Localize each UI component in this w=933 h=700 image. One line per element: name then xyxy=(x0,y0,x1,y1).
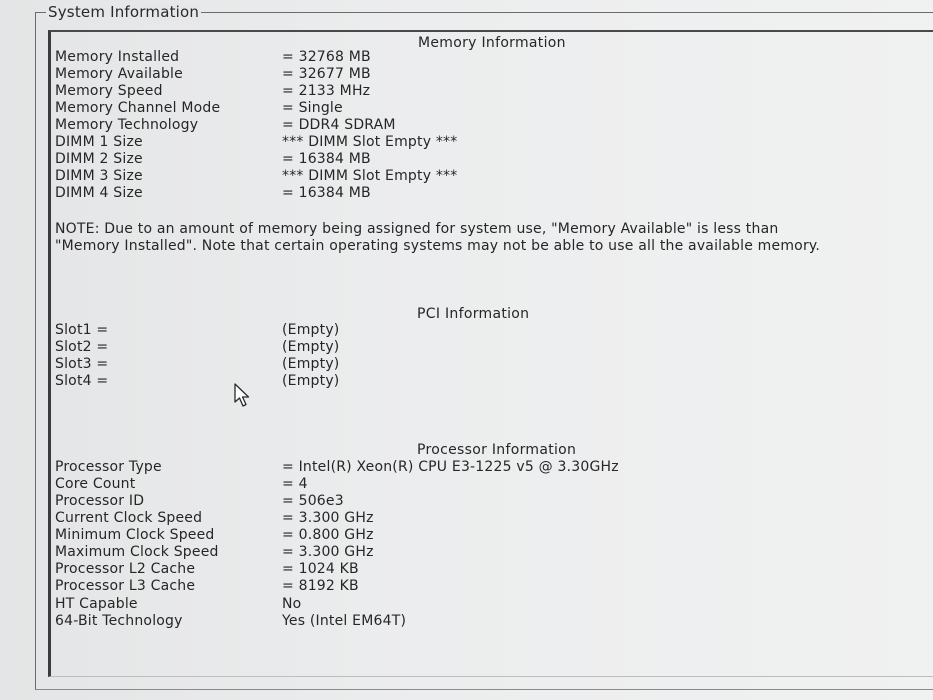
processor-type-label: Processor Type xyxy=(55,459,162,475)
memory-channel-mode-label: Memory Channel Mode xyxy=(55,100,221,116)
memory-channel-mode-value: = Single xyxy=(282,100,343,116)
slot4-value: (Empty) xyxy=(282,373,340,389)
current-clock-speed-value: = 3.300 GHz xyxy=(282,510,374,526)
slot3-label: Slot3 = xyxy=(55,356,109,372)
64bit-technology-label: 64-Bit Technology xyxy=(55,613,183,629)
memory-speed-label: Memory Speed xyxy=(55,83,163,99)
memory-available-label: Memory Available xyxy=(55,66,183,82)
ht-capable-value: No xyxy=(282,596,302,612)
group-title: System Information xyxy=(48,3,200,21)
memory-available-value: = 32677 MB xyxy=(282,66,371,82)
memory-speed-value: = 2133 MHz xyxy=(282,83,371,99)
64bit-technology-value: Yes (Intel EM64T) xyxy=(282,613,407,629)
processor-type-value: = Intel(R) Xeon(R) CPU E3-1225 v5 @ 3.30GHz xyxy=(282,459,619,475)
current-clock-speed-label: Current Clock Speed xyxy=(55,510,203,526)
minimum-clock-speed-label: Minimum Clock Speed xyxy=(55,527,215,543)
dimm4-size-label: DIMM 4 Size xyxy=(55,185,143,201)
maximum-clock-speed-value: = 3.300 GHz xyxy=(282,544,374,560)
pci-heading: PCI Information xyxy=(417,306,530,322)
l3-cache-label: Processor L3 Cache xyxy=(55,578,196,594)
slot1-value: (Empty) xyxy=(282,322,340,338)
slot3-value: (Empty) xyxy=(282,356,340,372)
memory-technology-value: = DDR4 SDRAM xyxy=(282,117,396,133)
l3-cache-value: = 8192 KB xyxy=(282,578,359,594)
slot2-value: (Empty) xyxy=(282,339,340,355)
maximum-clock-speed-label: Maximum Clock Speed xyxy=(55,544,219,560)
slot1-label: Slot1 = xyxy=(55,322,109,338)
l2-cache-value: = 1024 KB xyxy=(282,561,359,577)
dimm2-size-value: = 16384 MB xyxy=(282,151,371,167)
memory-technology-label: Memory Technology xyxy=(55,117,199,133)
dimm1-size-label: DIMM 1 Size xyxy=(55,134,143,150)
processor-id-label: Processor ID xyxy=(55,493,145,509)
core-count-value: = 4 xyxy=(282,476,308,492)
core-count-label: Core Count xyxy=(55,476,136,492)
dimm4-size-value: = 16384 MB xyxy=(282,185,371,201)
mouse-pointer-icon xyxy=(234,383,254,409)
processor-heading: Processor Information xyxy=(417,442,577,458)
minimum-clock-speed-value: = 0.800 GHz xyxy=(282,527,374,543)
dimm3-size-value: *** DIMM Slot Empty *** xyxy=(282,168,458,184)
dimm3-size-label: DIMM 3 Size xyxy=(55,168,143,184)
ht-capable-label: HT Capable xyxy=(55,596,138,612)
dimm2-size-label: DIMM 2 Size xyxy=(55,151,143,167)
memory-installed-value: = 32768 MB xyxy=(282,49,371,65)
processor-id-value: = 506e3 xyxy=(282,493,344,509)
memory-heading: Memory Information xyxy=(418,35,566,51)
slot4-label: Slot4 = xyxy=(55,373,109,389)
slot2-label: Slot2 = xyxy=(55,339,109,355)
dimm1-size-value: *** DIMM Slot Empty *** xyxy=(282,134,458,150)
memory-installed-label: Memory Installed xyxy=(55,49,180,65)
l2-cache-label: Processor L2 Cache xyxy=(55,561,196,577)
memory-note: NOTE: Due to an amount of memory being assigned for system use, "Memory Available" is less than "Memory Installed". Note that certain operating systems may not be able to use all the available memory. xyxy=(55,221,821,254)
